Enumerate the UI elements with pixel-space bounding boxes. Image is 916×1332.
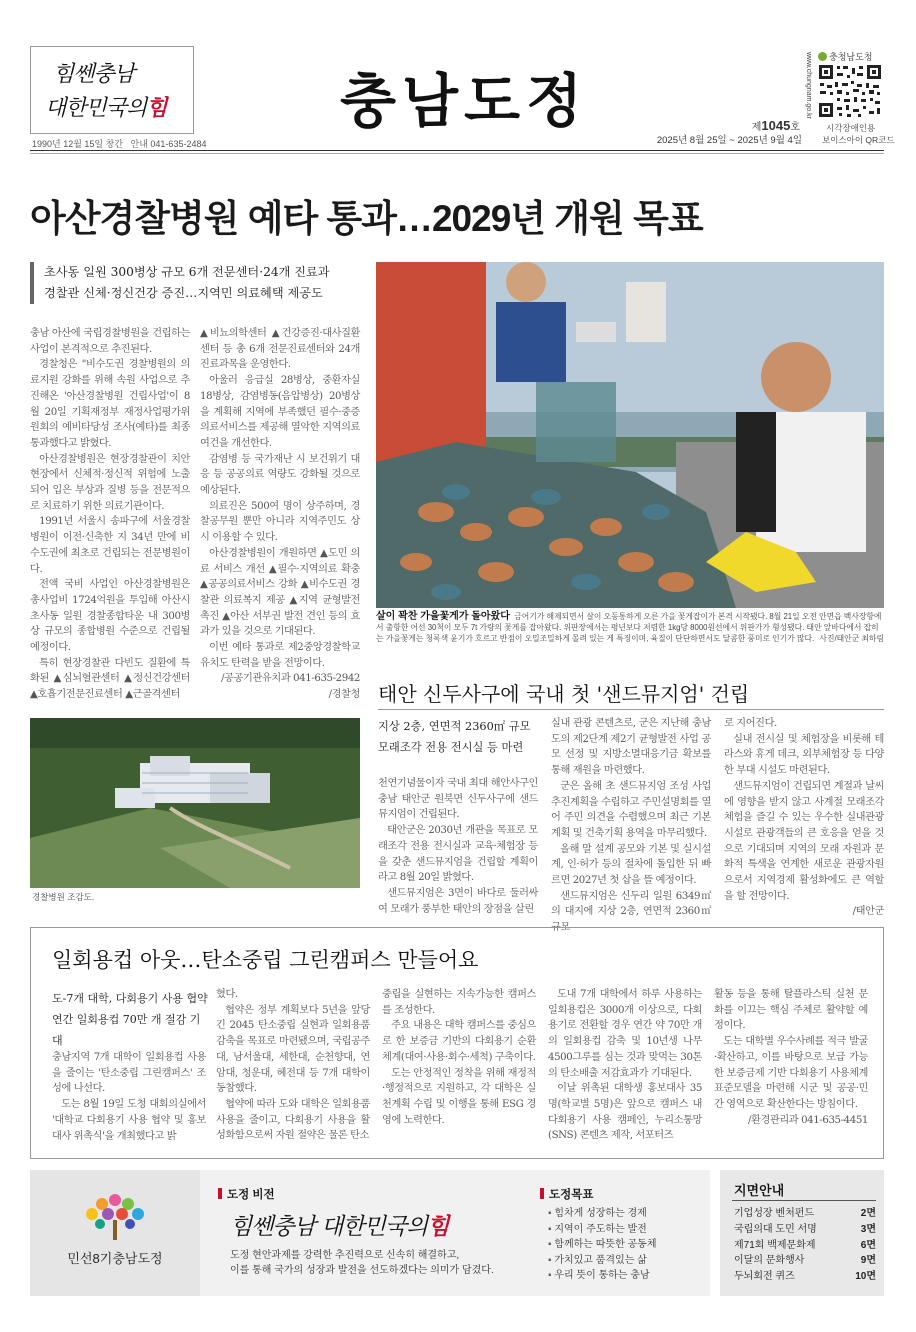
- vision-slogan-red: 힘: [427, 1213, 449, 1240]
- article3-paragraph: 이날 위촉된 대학생 홍보대사 35명(학교별 5명)은 앞으로 캠퍼스 내 다회용기 사용 캠페인, 누리소통망(SNS) 콘텐츠 제작, 서포터즈: [548, 1083, 702, 1142]
- article2-paragraph: 샌드뮤지엄이 건립되면 계절과 날씨에 영향을 받지 않고 사계절 모래조각 체험을 즐길 수 있는 우수한 실내관광시설로 관광객들의 큰 호응을 얻을 것으로 기대되며 지역의 모래 자원과 문화적 특색을 연계한 새로운 관광자원으로서 지역경제 활성화에도 큰 역할을 할 전망이다.: [724, 780, 884, 902]
- toc-item[interactable]: [734, 1238, 876, 1254]
- vision-desc-line1: 도정 현안과제를 강력한 추진력으로 신속히 해결하고,: [230, 1250, 460, 1261]
- article3-paragraph: 협약에 따라 도와 대학은 일회용품 사용을 줄이고, 다회용기 사용을 활성화함으로써 자원 절약은 물론 탄소: [216, 1098, 370, 1142]
- toc-divider: [732, 1200, 876, 1201]
- vision-slogan: [230, 1208, 449, 1241]
- hospital-photo-caption: 경찰병원 조감도.: [32, 892, 95, 902]
- issue-number: [640, 118, 800, 133]
- article1-subheadline: [30, 262, 360, 304]
- article1-paragraph: 특히 현장경찰관 다빈도 질환에 특화된 ▲심뇌혈관센터 ▲정신건강센터 ▲호흡기전문진료센터 ▲근골격센터: [30, 657, 190, 701]
- qr-caption2: 보이스아이 QR코드: [822, 135, 895, 145]
- issue-dates: 2025년 8월 25일 ~ 2025년 9월 4일: [656, 135, 802, 146]
- goal-item: ▪ 우리 뜻이 통하는 충남: [548, 1268, 657, 1284]
- article2-paragraph: 군은 올해 초 샌드뮤지엄 조성 사업 추진계획을 수립하고 주민설명회를 열어 주민 의견을 수렴했으며 최근 기본계획 및 건축기획 용역을 마무리했다.: [551, 780, 711, 839]
- article1-paragraph: 감염병 등 국가재난 시 보건위기 대응 등 공공의료 역량도 강화될 것으로 예상된다.: [200, 453, 360, 497]
- article3-subheadline: [52, 988, 208, 1051]
- article3-column4: [548, 987, 702, 1144]
- qr-side-url: www.chungnam.go.kr: [805, 52, 812, 119]
- goals-label: 도정목표: [540, 1186, 593, 1202]
- header-divider-thin: [30, 153, 884, 154]
- toc-item-page: 10면: [855, 1271, 876, 1283]
- article2-sub-line1: 지상 2층, 연면적 2360㎡ 규모: [378, 720, 531, 733]
- chungnam-tree-logo-icon: [80, 1190, 150, 1242]
- article2-sub-line2: 모래조각 전용 전시실 등 마련: [378, 741, 524, 754]
- article1-credit1: /공공기관유치과 041-635-2942: [221, 673, 360, 685]
- vision-label: 도정 비전: [218, 1186, 275, 1202]
- article3-headline: 일회용컵 아웃…탄소중립 그린캠퍼스 만들어요: [52, 948, 479, 972]
- article2-credit: /태안군: [852, 906, 884, 918]
- slogan-line1: 힘쎈충남: [53, 62, 135, 87]
- qr-logo-label: [818, 50, 872, 63]
- article3-credit: /환경관리과 041-635-4451: [748, 1114, 868, 1126]
- qr-caption1: 시각장애인용: [826, 123, 876, 133]
- article2-paragraph: 실내 전시실 및 체험장을 비롯해 테라스와 휴게 데크, 외부체험장 등 다양한 부대 시설도 마련된다.: [724, 733, 884, 777]
- established-date: 1990년 12월 15일 창간: [32, 139, 124, 149]
- article1-paragraph: 이번 예타 통과로 제2중앙경찰학교 유치도 탄력을 받을 전망이다.: [200, 642, 360, 669]
- article3-paragraph: 혔다.: [216, 989, 238, 1000]
- goal-item: ▪ 가치있고 품격있는 삶: [548, 1253, 657, 1269]
- crab-photo-title: 살이 꽉찬 가을꽃게가 돌아왔다: [376, 611, 510, 622]
- article3-paragraph: 도는 8월 19일 도청 대회의실에서 '대학교 다회용기 사용 협약 및 홍보대사 위촉식'을 개최했다고 밝: [52, 1099, 206, 1142]
- slogan-line2-text: 대한민국의: [45, 96, 147, 121]
- toc-list: [734, 1206, 876, 1285]
- article2-paragraph: 샌드뮤지엄은 신두리 일원 6349㎡의 대지에 지상 2층, 연면적 2360㎡ 규모: [551, 890, 711, 934]
- article1-paragraph: 경찰청은 "비수도권 경찰병원의 의료지원 강화를 위해 속원 사업으로 추진해온 '아산경찰병원 건립사업'이 8월 20일 기획재정부 재정사업평가위원회의 예비타당성 조사(예타)를 최종 통과했다고 밝혔다.: [30, 359, 190, 449]
- goal-item: ▪ 힘차게 성장하는 경제: [548, 1206, 657, 1222]
- vision-desc-line2: 이를 통해 국가의 성장과 발전을 선도하겠다는 의미가 담겼다.: [230, 1265, 494, 1276]
- toc-item-label: 두뇌회전 퀴즈: [734, 1271, 795, 1283]
- goal-item: ▪ 함께하는 따뜻한 공동체: [548, 1237, 657, 1253]
- goal-item: ▪ 지역이 주도하는 발전: [548, 1222, 657, 1238]
- contact-number: 안내 041-635-2484: [130, 139, 207, 149]
- article3-paragraph: 도내 7개 대학에서 하루 사용하는 일회용컵은 3000개 이상으로, 다회용기로 전환할 경우 연간 약 70만 개의 일회용컵 감축 및 10년생 나무 4500그루를 심는 것과 맞먹는 30톤의 탄소배출 저감효과가 기대된다.: [548, 989, 702, 1079]
- article2-paragraph: 실내 관광 콘텐츠로, 군은 지난해 충남도의 제2단계 제2기 균형발전 사업 공모 선정 및 지방소멸대응기금 확보를 통해 재원을 마련했다.: [551, 718, 711, 777]
- article2-paragraph: 올해 말 설계 공모와 기본 및 실시설계, 인·허가 등의 절차에 돌입한 뒤 빠르면 2027년 첫 삽을 뜰 예정이다.: [551, 843, 711, 887]
- article1-paragraph: 충남 아산에 국립경찰병원을 건립하는 사업이 본격적으로 추진된다.: [30, 328, 190, 355]
- article2-subheadline: [378, 716, 538, 758]
- chungnam-logo-icon: [818, 52, 827, 61]
- article2-column1: [378, 776, 538, 917]
- toc-item-label: 제71회 백제문화제: [734, 1239, 816, 1251]
- crab-photo-credit: 사진/태안군 최하림: [819, 634, 884, 643]
- article2-divider: [378, 709, 884, 710]
- article1-paragraph: 아산경찰병원이 개원하면 ▲도민 의료 서비스 개선 ▲필수·지역의료 확충 ▲공공의료서비스 강화 ▲비수도권 경찰관 의료복지 제공 ▲지역 균형발전 촉진 ▲아산 서부권 발전 견인 등의 효과가 있을 것으로 기대된다.: [200, 547, 360, 638]
- article2-paragraph: 샌드뮤지엄은 3면이 바다로 둘러싸여 모래가 풍부한 태안의 장점을 살린: [378, 887, 538, 915]
- article1-column1: [30, 326, 190, 703]
- article3-column2: [216, 987, 370, 1144]
- issue-prefix: 제: [751, 122, 762, 133]
- toc-item[interactable]: [734, 1269, 876, 1285]
- article1-paragraph: 의료진은 500여 명이 상주하며, 경찰공무원 뿐만 아니라 지역주민도 상시 이용할 수 있다.: [200, 500, 360, 544]
- article2-headline: 태안 신두사구에 국내 첫 '샌드뮤지엄' 건립: [378, 682, 750, 706]
- article3-paragraph: 주요 내용은 대학 캠퍼스를 중심으로 한 보증금 기반의 다회용기 순환체계(대여·사용·회수·세척) 구축이다.: [382, 1020, 536, 1063]
- article1-paragraph: 전액 국비 사업인 아산경찰병원은 총사업비 1724억원을 투입해 아산시 초사동 일원 경찰종합타운 내 300병상 규모의 종합병원 수준으로 건립될 예정이다.: [30, 579, 190, 654]
- toc-item[interactable]: [734, 1206, 876, 1222]
- crab-photo-text: 금어기가 해제되면서 살이 오동통하게 오른 가을 꽃게잡이가 본격 시작됐다. 8월 21일 오전 안면읍 백사장항에서 출항한 어선 30척이 모두 7t 가량의 꽃게를 잡아왔다. 위판장에서는 평년보다 저렴한 1kg당 8000원선에서 위판가가 형성됐다. 태안 앞바다에서 잡히는 가을꽃게는 청록색 윤기가 흐르고 반점이 오밀조밀하게 몰려 있는 게 특징이며, 육질이 단단하면서도 달콤한 풍미로 인기가 많다.: [376, 612, 882, 643]
- article3-paragraph: 활동 등을 통해 탈플라스틱 실천 문화를 이끄는 핵심 주체로 활약할 예정이다.: [714, 989, 868, 1032]
- article1-paragraph: ▲비뇨의학센터 ▲건강증진·대사질환센터 등 총 6개 전문진료센터와 24개 진료과목을 운영한다.: [200, 328, 360, 371]
- issue-suffix: 호: [790, 122, 800, 133]
- hospital-rendering-photo: [30, 718, 360, 888]
- issue-number-value: 1045: [761, 118, 791, 133]
- article3-paragraph: 협약은 정부 계획보다 5년을 앞당긴 2045 탄소중립 실현과 일회용품 감축을 목표로 마련됐으며, 국립공주대, 남서울대, 세한대, 순천향대, 연암대, 청운대, 혜전대 등 7개 대학이 동참했다.: [216, 1004, 370, 1095]
- article2-paragraph: 로 지어진다.: [724, 718, 777, 729]
- article3-paragraph: 충남지역 7개 대학이 일회용컵 사용을 줄이는 '탄소중립 그린캠퍼스' 조성에 나선다.: [52, 1052, 206, 1095]
- article3-paragraph: 도는 대학별 우수사례를 적극 발굴·확산하고, 이를 바탕으로 보급 가능한 보증금제 기반 다회용기 사용체계 표준모델을 마련해 시군 및 공공·민간 영역으로 확산한다는 방침이다.: [714, 1036, 868, 1110]
- article3-column3: [382, 987, 536, 1128]
- vision-description: [230, 1248, 494, 1278]
- toc-item[interactable]: [734, 1222, 876, 1238]
- brand-label: 민선8기충남도정: [67, 1251, 163, 1266]
- toc-item-page: 2면: [860, 1208, 876, 1219]
- masthead-title: 충남도정: [340, 67, 589, 135]
- vision-slogan-text: 힘쎈충남 대한민국의: [230, 1214, 428, 1240]
- crab-photo-caption: [376, 611, 884, 644]
- qr-logo-text: 충청남도청: [829, 52, 873, 62]
- goals-list: [548, 1206, 657, 1284]
- article3-paragraph: 중립을 실현하는 지속가능한 캠퍼스를 조성한다.: [382, 989, 536, 1016]
- article2-paragraph: 태안군은 2030년 개관을 목표로 모래조각 전용 전시실과 교육·체험장 등을 갖춘 샌드뮤지엄을 건립할 계획이라고 8월 20일 밝혔다.: [378, 825, 538, 884]
- toc-item[interactable]: [734, 1253, 876, 1269]
- slogan-red-text: 힘: [146, 95, 167, 121]
- article1-column2: [200, 326, 360, 703]
- article3-column5: [714, 987, 868, 1128]
- established-info: [32, 137, 206, 150]
- toc-item-page: 3면: [860, 1223, 876, 1235]
- slogan-box: [30, 46, 194, 134]
- article3-column1: [52, 1050, 206, 1144]
- article3-paragraph: 도는 안정적인 정착을 위해 재정적·행정적으로 지원하고, 각 대학은 실천계획 수립 및 이행을 통해 ESG 경영에 노력한다.: [382, 1067, 536, 1126]
- crab-harvest-photo: [376, 262, 884, 608]
- article2-column2: [551, 716, 711, 936]
- article1-headline: 아산경찰병원 예타 통과…2029년 개원 목표: [30, 198, 703, 239]
- article1-sub-line1: 초사동 일원 300병상 규모 6개 전문센터·24개 진료과: [44, 265, 330, 279]
- qr-code-icon[interactable]: [817, 63, 883, 119]
- article1-sub-line2: 경찰관 신체·정신건강 증진…지역민 의료혜택 제공도: [44, 286, 323, 300]
- article1-paragraph: 아울러 응급실 28병상, 중환자실 18병상, 감염병동(음압병상) 20병상을 계획해 지역에 부족했던 필수·중증의료서비스를 제공해 열악한 지역의료여건을 개선한다.: [200, 375, 360, 449]
- toc-item-page: 9면: [860, 1255, 876, 1267]
- article2-column3: [724, 716, 884, 920]
- toc-item-label: 국립의대 도민 서명: [734, 1223, 817, 1235]
- article2-paragraph: 천연기념물이자 국내 최대 해안사구인 충남 태안군 원북면 신두사구에 샌드뮤지엄이 건립된다.: [378, 778, 538, 821]
- article1-credit2: /경찰청: [328, 689, 360, 701]
- article3-sub-line2: 연간 일회용컵 70만 개 절감 기대: [52, 1013, 201, 1047]
- header-divider: [30, 150, 884, 151]
- slogan-line2: [45, 91, 167, 122]
- article3-sub-line1: 도-7개 대학, 다회용기 사용 협약: [52, 992, 208, 1005]
- article1-paragraph: 아산경찰병원은 현장경찰관이 치안현장에서 신체적·정신적 위험에 노출되어 입은 부상과 질병 등을 전문적으로 치료하기 위한 의료기관이다.: [30, 453, 190, 512]
- toc-item-page: 6면: [860, 1239, 876, 1251]
- article1-paragraph: 1991년 서울시 송파구에 서울경찰병원이 이전·신축한 지 34년 만에 비수도권에 최초로 건립되는 전문병원이다.: [30, 516, 190, 575]
- toc-title: 지면안내: [734, 1183, 785, 1198]
- toc-item-label: 이달의 문화행사: [734, 1255, 805, 1267]
- toc-item-label: 기업성장 벤처펀드: [734, 1208, 815, 1219]
